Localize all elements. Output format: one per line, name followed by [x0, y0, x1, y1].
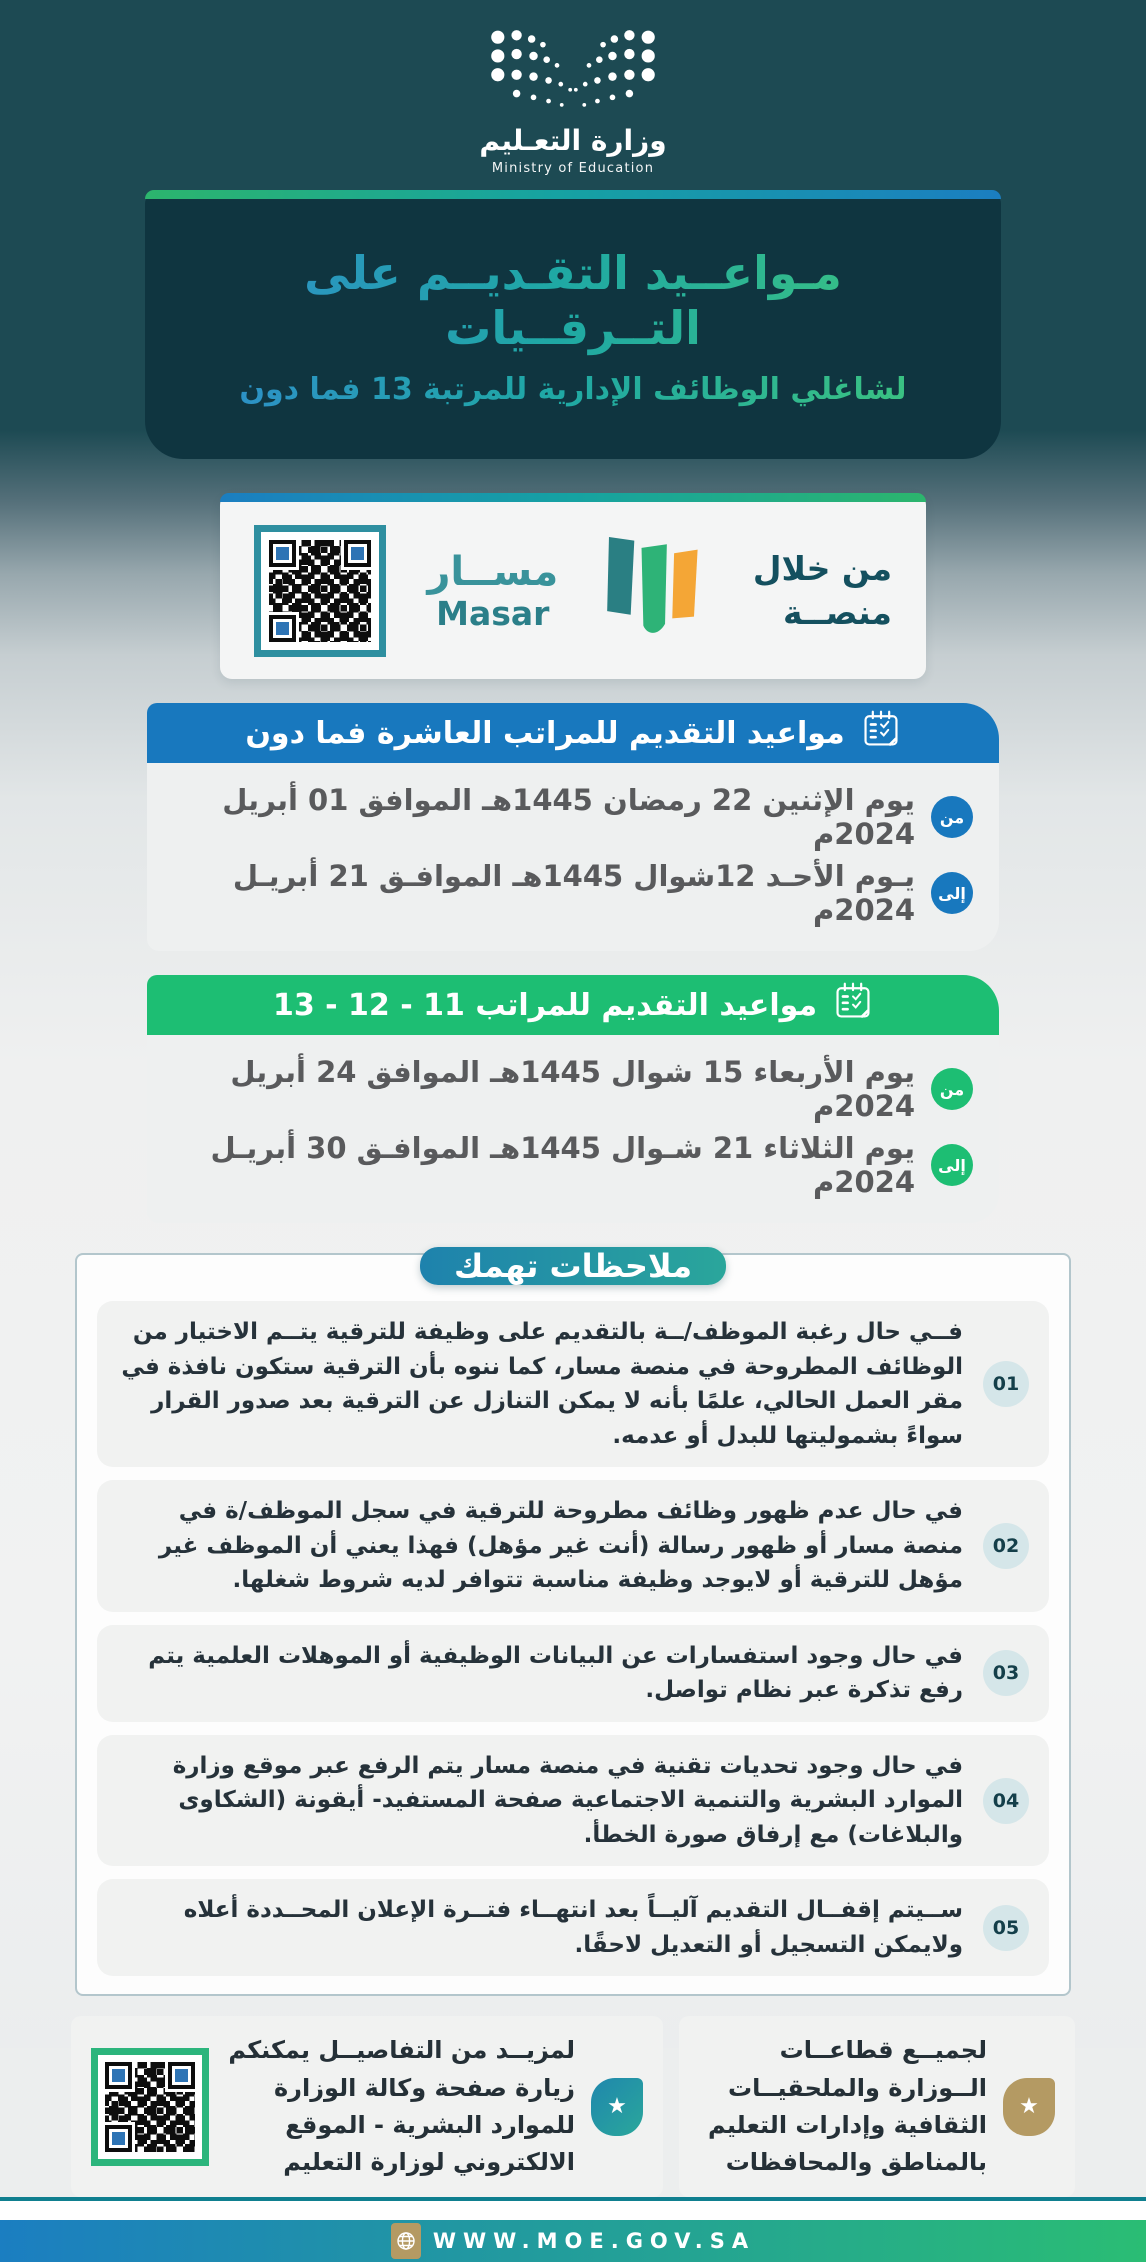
to-date-text: يـوم الأحـد 12شوال 1445هـ الموافـق 21 أبريـل 2024م — [232, 859, 915, 928]
masar-logo-icon — [600, 537, 712, 645]
ministry-name-en: Ministry of Education — [491, 161, 655, 176]
scope-card — [679, 2016, 1075, 2197]
section-body — [147, 763, 999, 951]
date-row-to — [173, 859, 973, 927]
date-row-from — [173, 1055, 973, 1123]
note-number-badge: 03 — [983, 1650, 1029, 1696]
footer-white-band — [0, 2201, 1146, 2220]
section-grades-11-13 — [147, 975, 999, 1223]
section-title: مواعيد التقديم للمراتب العاشرة فما دون — [245, 715, 845, 751]
bottom-cards — [71, 2016, 1075, 2197]
to-date-text: يوم الثلاثاء 21 شـوال 1445هـ الموافـق 30 أبريـل 2024م — [210, 1131, 915, 1200]
to-badge: إلى — [931, 872, 973, 914]
header — [0, 0, 1146, 176]
section-header — [147, 975, 999, 1035]
note-item — [97, 1480, 1049, 1612]
globe-icon — [391, 2223, 421, 2259]
masar-name: مســار Masar — [427, 548, 559, 633]
moe-dots-logo-icon — [0, 24, 1146, 118]
note-text: في حال وجود استفسارات عن البيانات الوظيفية أو الموهلات العلمية يتم رفع تذكرة عبر نظام تواصل. — [148, 1642, 963, 1704]
note-item — [97, 1625, 1049, 1722]
note-item — [97, 1879, 1049, 1976]
masar-qr-code — [254, 525, 386, 657]
note-number-badge: 04 — [983, 1778, 1029, 1824]
details-qr-code — [91, 2048, 209, 2166]
page-subtitle: لشاغلي الوظائف الإدارية للمرتبة 13 فما دون — [185, 370, 961, 409]
note-text: فــي حال رغبة الموظف/ــة بالتقديم على وظيفة للترقية يتــم الاختيار من الوظائف المطروحة في منصة مسار، كما ننوه بأن الترقية ستكون نافذة في مقر العمل الحالي، علمًا بأنه لا يمكن التنازل عن الترقية بعد صدور القرار سواءً بشموليتها للبدل أو عدمه. — [121, 1319, 963, 1449]
note-item — [97, 1735, 1049, 1867]
details-card — [71, 2016, 663, 2197]
ministry-name-ar: وزارة التعـليم — [479, 124, 667, 157]
section-grades-10-below — [147, 703, 999, 951]
from-date-text: يوم الأربعاء 15 شوال 1445هـ الموافق 24 أبريل 2024م — [230, 1055, 915, 1124]
note-text: في حال عدم ظهور وظائف مطروحة للترقية في سجل الموظف/ة في منصة مسار أو ظهور رسالة (أنت غير مؤهل) فهذا يعني أن الموظف غير مؤهل للترقية أو لايوجد وظيفة مناسبة تتوافر لديه شروط شغلها. — [158, 1498, 963, 1594]
section-body — [147, 1035, 999, 1223]
note-text: ســيتم إقفــال التقديم آليــاً بعد انتهــاء فتــرة الإعلان المحــددة أعلاه ولايمكن التسجيل أو التعديل لاحقًا. — [183, 1897, 963, 1958]
star-bookmark-icon: ★ — [591, 2078, 643, 2136]
section-title: مواعيد التقديم للمراتب 11 - 12 - 13 — [272, 987, 818, 1023]
note-number-badge: 05 — [983, 1905, 1029, 1951]
from-badge: من — [931, 1068, 973, 1110]
footer-bar — [0, 2220, 1146, 2262]
calendar-icon — [861, 709, 901, 757]
notes-title-badge: ملاحظات تهمك — [420, 1247, 726, 1285]
page-title: مـواعــيد التقـديــم على التــرقــيات — [185, 246, 961, 356]
star-bookmark-icon: ★ — [1003, 2078, 1055, 2136]
note-item — [97, 1301, 1049, 1467]
section-header — [147, 703, 999, 763]
note-number-badge: 01 — [983, 1361, 1029, 1407]
from-date-text: يوم الإثنين 22 رمضان 1445هـ الموافق 01 أبريل 2024م — [222, 783, 915, 852]
date-row-from — [173, 783, 973, 851]
date-row-to — [173, 1131, 973, 1199]
masar-platform-card — [220, 493, 926, 679]
details-text: لمزيــد من التفاصيــل يمكنكم زيارة صفحة وكالة الوزارة للموارد البشرية - الموقع الالكتروني لوزارة التعليم — [228, 2036, 575, 2176]
footer — [0, 2197, 1146, 2262]
note-number-badge: 02 — [983, 1523, 1029, 1569]
calendar-icon — [833, 981, 873, 1029]
scope-text: لجميــع قطاعــات الــوزارة والملحقيــات الثقافية وإدارات التعليم بالمناطق والمحافظات — [708, 2036, 987, 2176]
from-badge: من — [931, 796, 973, 838]
website-url: WWW.MOE.GOV.SA — [432, 2229, 756, 2254]
title-banner — [145, 190, 1001, 459]
notes-container — [75, 1253, 1071, 1996]
through-platform-label: من خلال منصــة — [752, 548, 892, 633]
note-text: في حال وجود تحديات تقنية في منصة مسار يتم الرفع عبر موقع وزارة الموارد البشرية والتنمية الاجتماعية صفحة المستفيد- أيقونة (الشكاوى والبلاغات) مع إرفاق صورة الخطأ. — [172, 1752, 963, 1848]
to-badge: إلى — [931, 1144, 973, 1186]
